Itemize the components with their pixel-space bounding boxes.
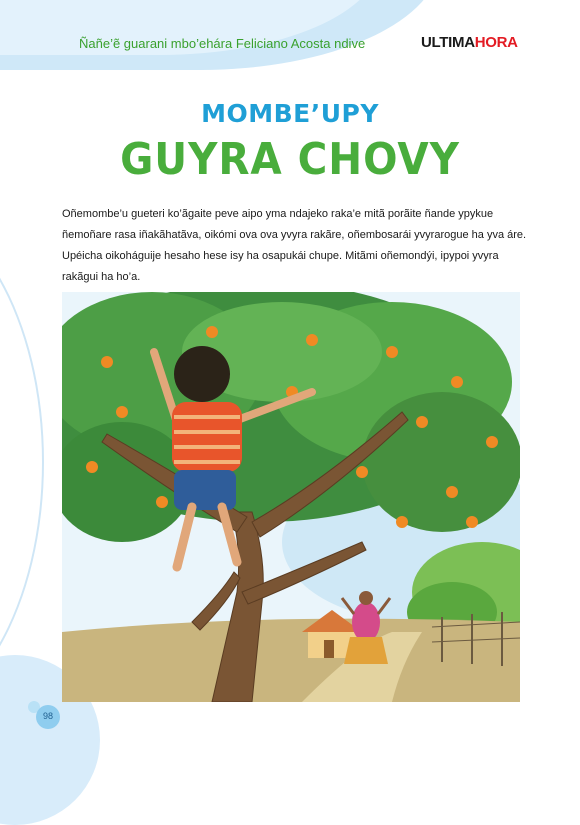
- page-number: 98: [42, 711, 53, 721]
- story-paragraph: Oñemombe’u gueteri ko’ãgaite peve aipo yma ndajeko raka’e mitã porãite ñande ypykue ñemoñare rasa iñakãhatãva, oikómi ova ova yvyra rakãre, oñembosarái yvyrarogue ha yva áre. Upéicha oikoháguije hesaho hese isy ha osapukái chupe. Mitãmi oñemondýi, ipypoi yvyra rakãgui ha ho’a.: [62, 208, 527, 283]
- story-title: GUYRA CHOVY: [120, 134, 460, 185]
- brand-logo-part2: HORA: [474, 34, 518, 51]
- illustration-svg: [62, 292, 520, 702]
- ground: [62, 619, 520, 702]
- brand-logo: [421, 34, 518, 51]
- story-illustration: [62, 292, 520, 702]
- series-header: Ñañe’ẽ guarani mbo’ehára Feliciano Acosta ndive: [79, 36, 366, 51]
- story-subtitle: MOMBE’UPY: [201, 99, 379, 128]
- left-arc-decoration: [0, 200, 44, 724]
- brand-logo-part1: ULTIMA: [421, 34, 475, 51]
